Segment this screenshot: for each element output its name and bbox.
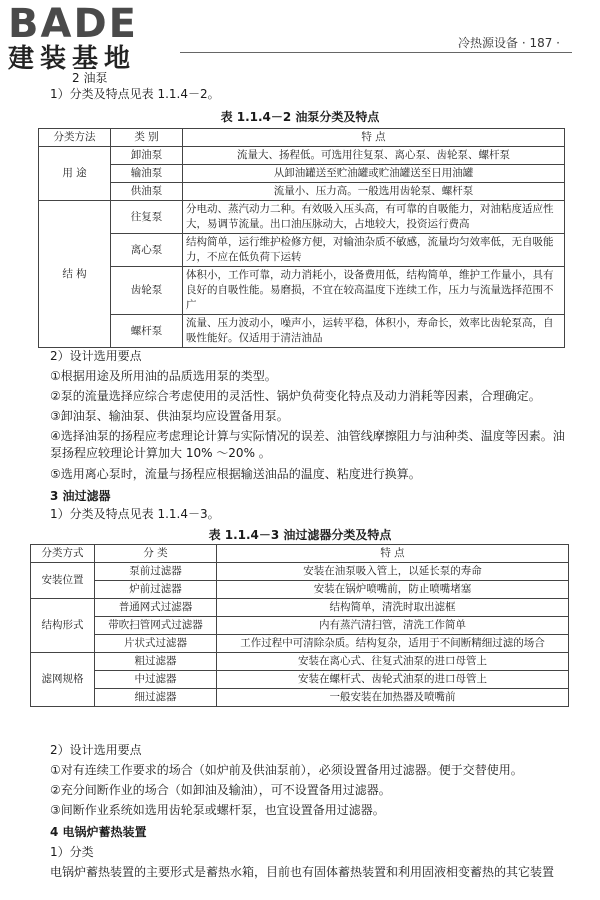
group-cell: 滤网规格 bbox=[31, 653, 95, 707]
table-row bbox=[31, 599, 569, 617]
feature-cell: 体积小，工作可靠，动力消耗小，设备费用低，结构简单，维护工作量小，具有良好的自吸性能。易磨损，不宜在较高温度下连续工作，压力与流量选择范围不广 bbox=[183, 267, 565, 315]
design-point: ⑤选用离心泵时，流量与扬程应根据输送油品的温度、粘度进行换算。 bbox=[50, 467, 421, 481]
category-cell: 输油泵 bbox=[111, 165, 183, 183]
table-row bbox=[39, 267, 565, 315]
table-row bbox=[31, 671, 569, 689]
feature-cell: 分电动、蒸汽动力二种。有效吸入压头高，有可靠的自吸能力，对油粘度适应性大，易调节流量。出口油压脉动大，占地较大，投资运行费高 bbox=[183, 201, 565, 234]
feature-cell: 结构简单，清洗时取出滤框 bbox=[217, 599, 569, 617]
design-point: ③间断作业系统如选用齿轮泵或螺杆泵，也宜设置备用过滤器。 bbox=[50, 803, 385, 817]
table-row bbox=[31, 653, 569, 671]
design-point: ②充分间断作业的场合（如卸油及输油），可不设置备用过滤器。 bbox=[50, 783, 391, 797]
design-heading: 2）设计选用要点 bbox=[50, 743, 142, 757]
section4-body: 电锅炉蓄热装置的主要形式是蓄热水箱，目前也有固体蓄热装置和利用固液相变蓄热的其它装置 bbox=[50, 865, 555, 879]
oil-pump-table bbox=[38, 128, 565, 348]
category-cell: 离心泵 bbox=[111, 234, 183, 267]
category-cell: 中过滤器 bbox=[95, 671, 217, 689]
category-cell: 往复泵 bbox=[111, 201, 183, 234]
feature-cell: 安装在油泵吸入管上，以延长泵的寿命 bbox=[217, 563, 569, 581]
group-cell: 结 构 bbox=[39, 201, 111, 348]
design-point: ③卸油泵、输油泵、供油泵均应设置备用泵。 bbox=[50, 409, 289, 423]
table-row bbox=[31, 617, 569, 635]
table-row bbox=[31, 689, 569, 707]
section4-item: 1）分类 bbox=[50, 845, 94, 859]
feature-cell: 内有蒸汽清扫管，清洗工作简单 bbox=[217, 617, 569, 635]
feature-cell: 流量、压力波动小，噪声小，运转平稳，体积小，寿命长，效率比齿轮泵高，自吸性能好。仅适用于清洁油品 bbox=[183, 315, 565, 348]
design-point: ②泵的流量选择应综合考虑使用的灵活性、锅炉负荷变化特点及动力消耗等因素，合理确定。 bbox=[50, 389, 541, 403]
design-point: ①根据用途及所用油的品质选用泵的类型。 bbox=[50, 369, 277, 383]
table-header: 分类方法 bbox=[39, 129, 111, 147]
category-cell: 螺杆泵 bbox=[111, 315, 183, 348]
table-header: 分 类 bbox=[95, 545, 217, 563]
category-cell: 细过滤器 bbox=[95, 689, 217, 707]
table-row bbox=[31, 581, 569, 599]
feature-cell: 安装在螺杆式、齿轮式油泵的进口母管上 bbox=[217, 671, 569, 689]
design-heading: 2）设计选用要点 bbox=[50, 349, 142, 363]
table-row bbox=[39, 315, 565, 348]
oil-filter-table bbox=[30, 544, 569, 707]
table-header: 特 点 bbox=[183, 129, 565, 147]
table-header: 类 别 bbox=[111, 129, 183, 147]
group-cell: 结构形式 bbox=[31, 599, 95, 653]
category-cell: 炉前过滤器 bbox=[95, 581, 217, 599]
section-heat-storage: 4 电锅炉蓄热装置 bbox=[50, 825, 147, 839]
feature-cell: 安装在锅炉喷嘴前，防止喷嘴堵塞 bbox=[217, 581, 569, 599]
table-row bbox=[39, 165, 565, 183]
group-cell: 用 途 bbox=[39, 147, 111, 201]
table-row bbox=[39, 201, 565, 234]
bade-logo bbox=[8, 1, 138, 74]
intro-item: 1）分类及特点见表 1.1.4－2。 bbox=[50, 87, 220, 101]
table3-caption: 表 1.1.4－3 油过滤器分类及特点 bbox=[208, 528, 392, 542]
table-row bbox=[31, 563, 569, 581]
table-header: 特 点 bbox=[217, 545, 569, 563]
category-cell: 泵前过滤器 bbox=[95, 563, 217, 581]
feature-cell: 结构简单，运行维护检修方便，对输油杂质不敏感，流量均匀效率低，无自吸能力，不应在低负荷下运转 bbox=[183, 234, 565, 267]
section-oil-pump: 2 油泵 bbox=[72, 71, 108, 85]
feature-cell: 从卸油罐送至贮油罐或贮油罐送至日用油罐 bbox=[183, 165, 565, 183]
feature-cell: 流量大、扬程低。可选用往复泵、离心泵、齿轮泵、螺杆泵 bbox=[183, 147, 565, 165]
table-header: 分类方式 bbox=[31, 545, 95, 563]
category-cell: 带吹扫管网式过滤器 bbox=[95, 617, 217, 635]
design-point: ④选择油泵的扬程应考虑理论计算与实际情况的误差、油管线摩擦阻力与油种类、温度等因素。油泵扬程应较理论计算加大 10% ～20% 。 bbox=[50, 429, 565, 460]
table-row bbox=[39, 183, 565, 201]
category-cell: 普通网式过滤器 bbox=[95, 599, 217, 617]
category-cell: 齿轮泵 bbox=[111, 267, 183, 315]
category-cell: 粗过滤器 bbox=[95, 653, 217, 671]
section3-item: 1）分类及特点见表 1.1.4－3。 bbox=[50, 507, 220, 521]
feature-cell: 一般安装在加热器及喷嘴前 bbox=[217, 689, 569, 707]
design-point: ①对有连续工作要求的场合（如炉前及供油泵前），必须设置备用过滤器。便于交替使用。 bbox=[50, 763, 523, 777]
category-cell: 片状式过滤器 bbox=[95, 635, 217, 653]
running-header: 冷热源设备 · 187 · bbox=[458, 36, 560, 50]
table-row bbox=[39, 147, 565, 165]
category-cell: 卸油泵 bbox=[111, 147, 183, 165]
header-rule bbox=[180, 52, 572, 53]
group-cell: 安装位置 bbox=[31, 563, 95, 599]
feature-cell: 流量小、压力高。一般选用齿轮泵、螺杆泵 bbox=[183, 183, 565, 201]
section-oil-filter: 3 油过滤器 bbox=[50, 489, 111, 503]
feature-cell: 工作过程中可清除杂质。结构复杂，适用于不间断精细过滤的场合 bbox=[217, 635, 569, 653]
table-row bbox=[31, 635, 569, 653]
table2-caption: 表 1.1.4－2 油泵分类及特点 bbox=[220, 110, 380, 124]
table-row bbox=[39, 234, 565, 267]
category-cell: 供油泵 bbox=[111, 183, 183, 201]
feature-cell: 安装在离心式、往复式油泵的进口母管上 bbox=[217, 653, 569, 671]
logo-chinese: 建装基地 bbox=[8, 44, 137, 74]
logo-wordmark: BADE bbox=[8, 1, 138, 47]
